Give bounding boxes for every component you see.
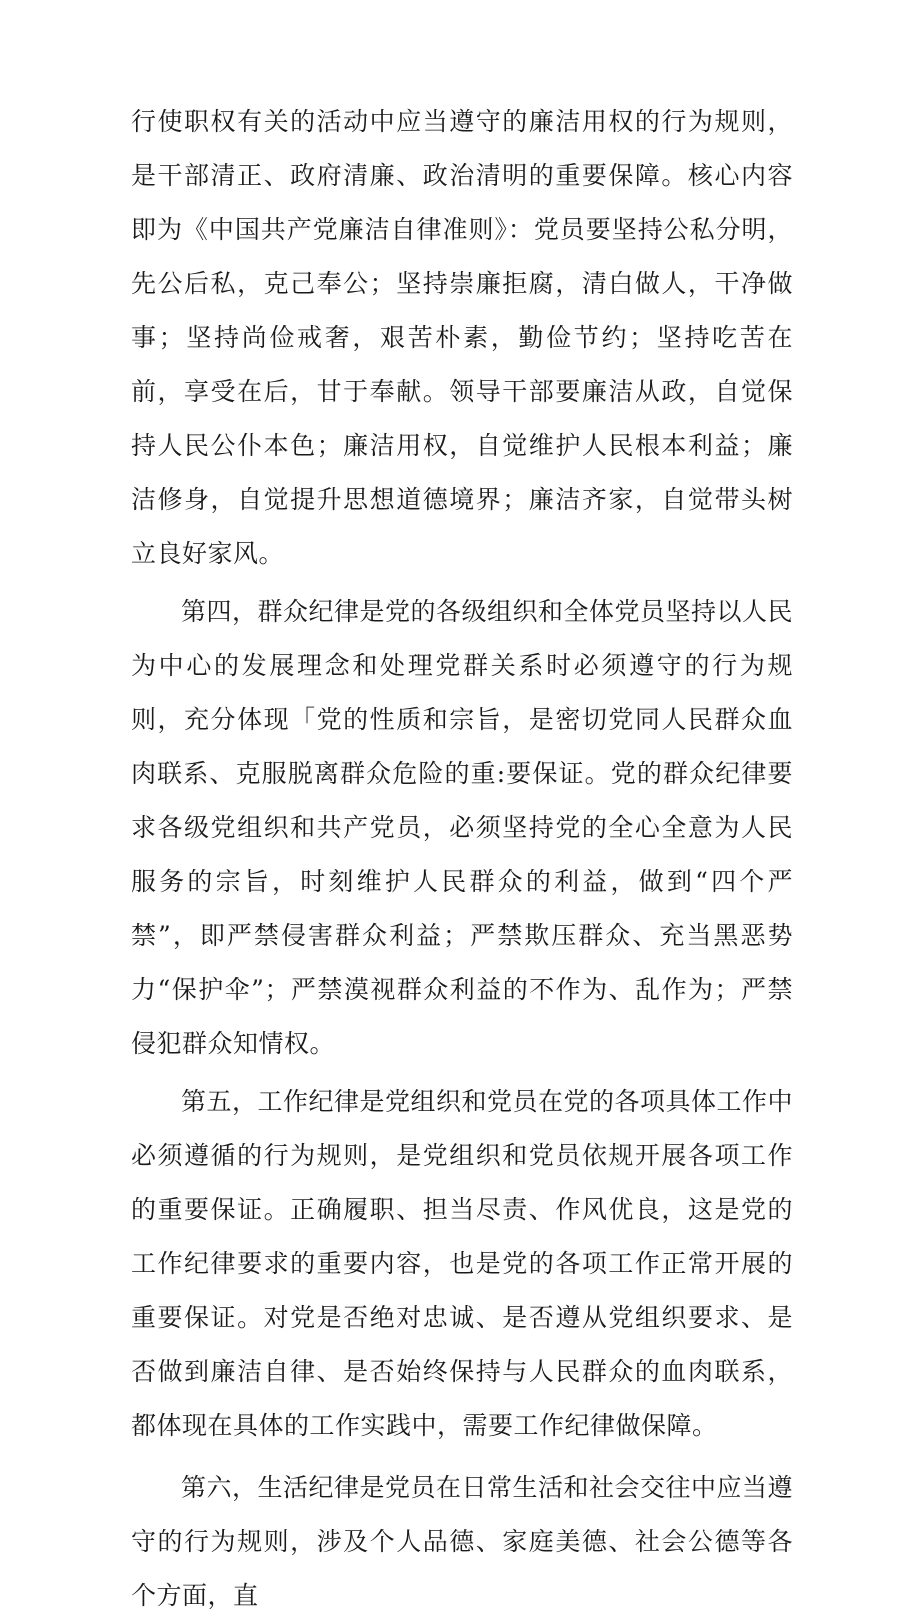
paragraph-integrity-discipline: 行使职权有关的活动中应当遵守的廉洁用权的行为规则，是干部清正、政府清廉、政治清明的重要保障。核心内容即为《中国共产党廉洁自律准则》：党员要坚持公私分明，先公后私，克己奉公；坚持崇廉拒腐，清白做人，干净做事；坚持尚俭戒奢，艰苦朴素，勤俭节约；坚持吃苦在前，享受在后，甘于奉献。领导干部要廉洁从政，自觉保持人民公仆本色；廉洁用权，自觉维护人民根本利益；廉洁修身，自觉提升思想道德境界；廉洁齐家，自觉带头树立良好家风。 [131, 107, 793, 568]
document-page [131, 95, 793, 1623]
paragraph-work-discipline: 第五，工作纪律是党组织和党员在党的各项具体工作中必须遵循的行为规则，是党组织和党员依规开展各项工作的重要保证。正确履职、担当尽责、作风优良，这是党的工作纪律要求的重要内容，也是党的各项工作正常开展的重要保证。对党是否绝对忠诚、是否遵从党组织要求、是否做到廉洁自律、是否始终保持与人民群众的血肉联系，都体现在具体的工作实践中，需要工作纪律做保障。 [131, 1087, 794, 1440]
paragraph-mass-discipline: 第四，群众纪律是党的各级组织和全体党员坚持以人民为中心的发展理念和处理党群关系时必须遵守的行为规则，充分体现「党的性质和宗旨，是密切党同人民群众血肉联系、克服脱离群众危险的重:要保证。党的群众纪律要求各级党组织和共产党员，必须坚持党的全心全意为人民服务的宗旨，时刻维护人民群众的利益，做到“四个严禁”，即严禁侵害群众利益；严禁欺压群众、充当黑恶势力“保护伞”；严禁漠视群众利益的不作为、乱作为；严禁侵犯群众知情权。 [131, 597, 794, 1058]
paragraph-life-discipline: 第六，生活纪律是党员在日常生活和社会交往中应当遵守的行为规则，涉及个人品德、家庭美德、社会公德等各个方面，直 [131, 1473, 794, 1610]
